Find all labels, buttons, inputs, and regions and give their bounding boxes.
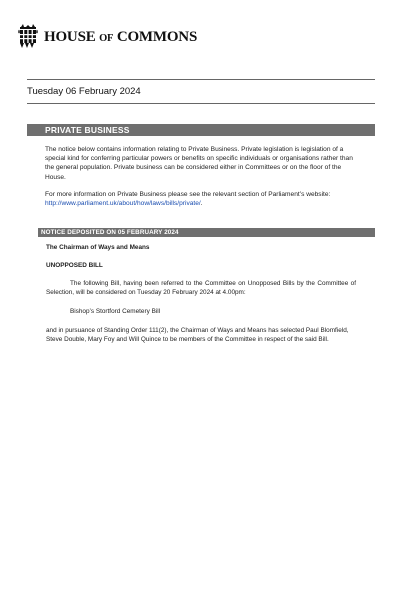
house-of-commons-title — [44, 29, 197, 46]
private-business-bar — [27, 124, 375, 136]
bill-name: Bishop’s Stortford Cemetery Bill — [70, 308, 161, 315]
date-divider — [27, 103, 375, 104]
notice-body — [46, 243, 356, 344]
intro-paragraph-2-text: For more information on Private Business please see the relevant section of Parliament’s website: — [45, 190, 331, 198]
intro-paragraph-2 — [45, 190, 355, 208]
notice-heading: The Chairman of Ways and Means — [46, 244, 150, 251]
intro-paragraph-1: The notice below contains information relating to Private Business. Private legislation is legislation of a special kind for conferring particular powers or benefits on specific individuals or organisations rather than the general population. Private business can be considered either in Committees or on the floor of the House. — [45, 146, 353, 181]
private-business-intro — [45, 145, 355, 216]
notice-deposited-label: NOTICE DEPOSITED ON 05 FEBRUARY 2024 — [41, 229, 179, 236]
notice-paragraph-1: The following Bill, having been referred to the Committee on Unopposed Bills by the Committee of Selection, will be considered on Tuesday 20 February 2024 at 4.00pm: — [46, 280, 356, 296]
notice-subheading: UNOPPOSED BILL — [46, 262, 103, 269]
title-commons: COMMONS — [116, 28, 198, 45]
parliament-private-bills-link[interactable]: http://www.parliament.uk/about/how/laws/bills/private/ — [45, 200, 201, 208]
page-header — [18, 24, 197, 50]
title-of: OF — [99, 32, 114, 44]
notice-paragraph-2: and in pursuance of Standing Order 111(2), the Chairman of Ways and Means has selected Paul Blomfield, Steve Double, Mary Foy and Will Quince to be members of the Committee in respect of the said Bill. — [46, 327, 349, 343]
intro-paragraph-2-suffix: . — [200, 200, 203, 208]
title-house: HOUSE — [44, 28, 96, 45]
notice-deposited-bar — [38, 228, 375, 237]
top-divider — [27, 79, 375, 80]
page-date: Tuesday 06 February 2024 — [27, 86, 141, 97]
private-business-heading: PRIVATE BUSINESS — [45, 125, 130, 135]
portcullis-icon — [18, 24, 38, 50]
